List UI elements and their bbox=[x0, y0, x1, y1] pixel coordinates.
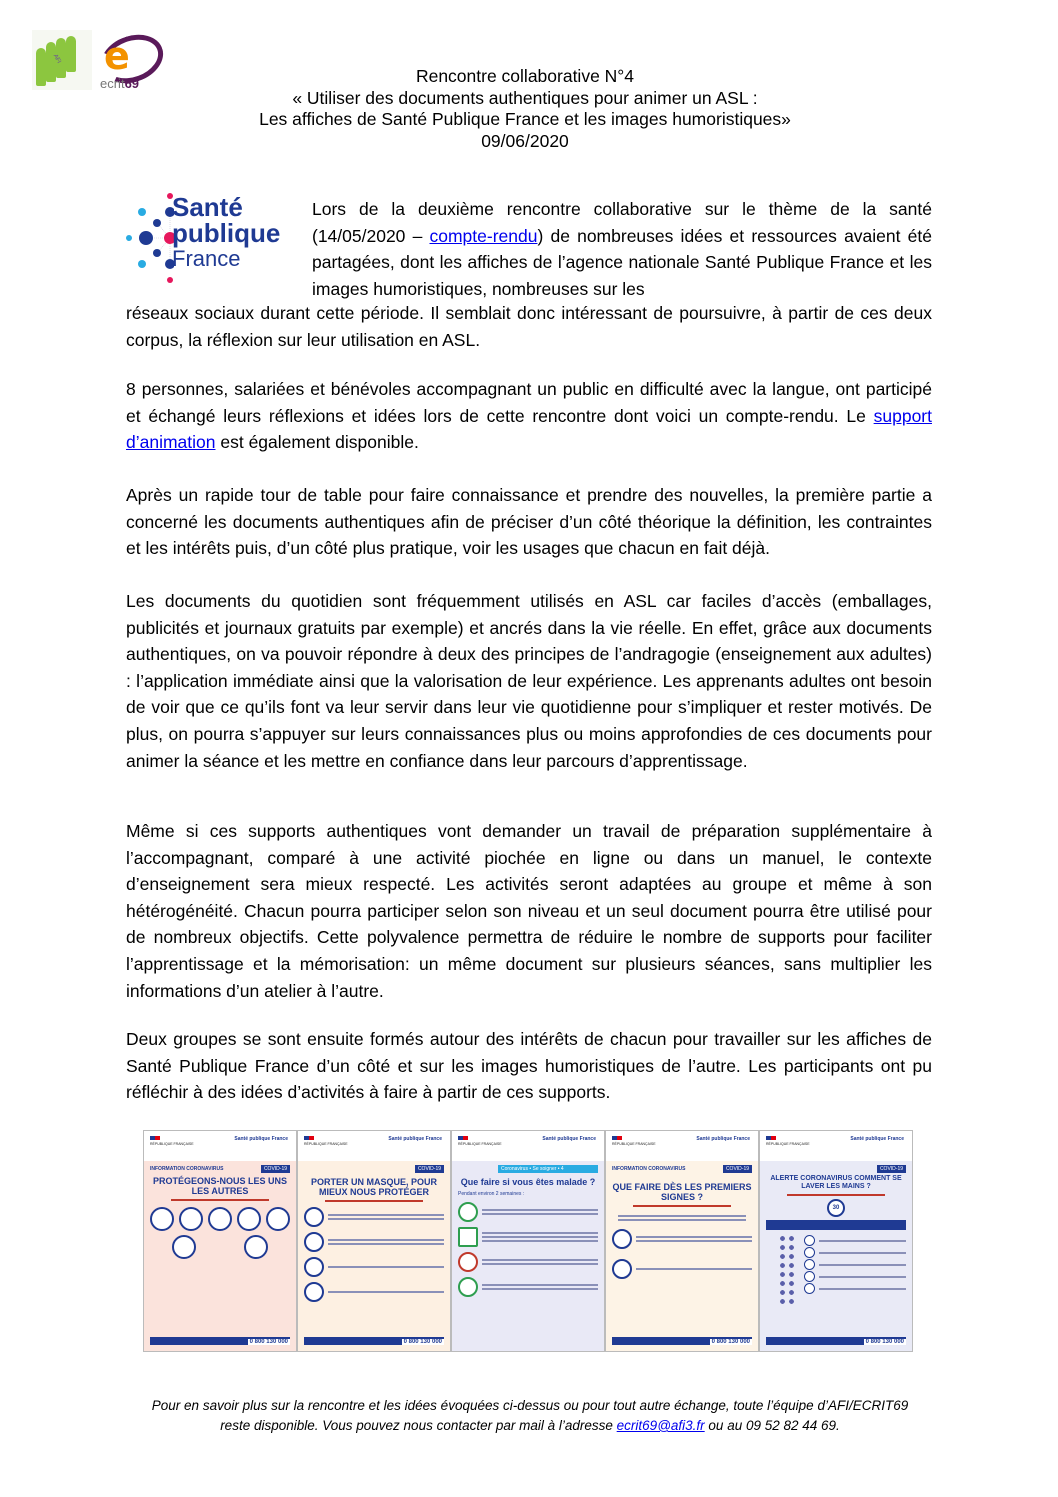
poster-title: Que faire si vous êtes malade ? bbox=[460, 1177, 596, 1187]
poster-protegeons-nous bbox=[143, 1130, 297, 1352]
ecrit69-logo: e ecrit69 bbox=[98, 30, 156, 90]
spf-network-icon bbox=[124, 190, 174, 290]
stay-home-icon bbox=[458, 1202, 478, 1222]
wash-hands-icon bbox=[458, 1277, 478, 1297]
timer-30-badge: 30 bbox=[827, 1199, 845, 1217]
poster-premiers-signes bbox=[605, 1130, 759, 1352]
sante-publique-france-logo bbox=[124, 190, 300, 290]
participants-paragraph bbox=[126, 376, 932, 456]
email-link[interactable]: ecrit69@afi3.fr bbox=[616, 1418, 705, 1433]
poster-title: ALERTE CORONAVIRUS COMMENT SE LAVER LES MAINS ? bbox=[770, 1175, 902, 1190]
footer-line-2 bbox=[110, 1416, 950, 1436]
no-sharing-icon bbox=[458, 1252, 478, 1272]
rf-label: RÉPUBLIQUE FRANÇAISE bbox=[766, 1142, 810, 1146]
spf-label: Santé publique France bbox=[696, 1136, 750, 1142]
first-part-paragraph: Après un rapide tour de table pour faire connaissance et prendre des nouvelles, la première partie a concerné les documents authentiques afin de préciser d’un côté théorique la définition, les contraintes et les intérêts puis, d’un côté plus pratique, voir les usages que chacun en fait déjà. bbox=[126, 485, 932, 559]
footer-line-1: Pour en savoir plus sur la rencontre et les idées évoquées ci-dessus ou pour tout autre échange, toute l’équipe d’AFI/ECRIT69 bbox=[151, 1398, 909, 1413]
participants-text: 8 personnes, salariées et bénévoles accompagnant un public en difficulté avec la langue, ont participé et échangé leurs réflexions et idées lors de cette rencontre dont voici un compte-rendu. Le bbox=[126, 379, 932, 426]
preparation-paragraph: Même si ces supports authentiques vont demander un travail de préparation supplémentaire à l’accompagnant, comparé à une activité piochée en ligne ou dans un manuel, le contexte d’enseignement sera mieux respecté. Les activités seront adaptées au groupe et même à son hétérogénéité. Chacun pourra participer selon son niveau et un seul document pourra être utilisé pour de nombreux objectifs. Cette polyvalence permettra de réduire le nombre de supports pour faciliter l’apprentissage et la mémorisation: un même document sur plusieurs séances, sans multiplier les informations d’un atelier à l’autre. bbox=[126, 821, 932, 1001]
distance-icon bbox=[266, 1207, 290, 1231]
groups-paragraph: Deux groupes se sont ensuite formés autour des intérêts de chacun pour travailler sur les affiches de Santé Publique France d’un côté et sur les images humoristiques de l’autre. Les participants ont pu réfléchir à des idées d’activités à faire à partir de ces supports. bbox=[126, 1029, 932, 1103]
intro-text: Lors de la deuxième rencontre collaborative sur le thème de la santé (14/05/2020 – bbox=[312, 199, 932, 246]
footer-text: reste disponible. Vous pouvez nous contacter par mail à l’adresse bbox=[220, 1418, 617, 1433]
compte-rendu-link[interactable]: compte-rendu bbox=[429, 225, 538, 246]
water-drops-decoration bbox=[778, 1234, 796, 1304]
poster-title: PROTÉGEONS-NOUS LES UNS LES AUTRES bbox=[152, 1176, 287, 1196]
rf-label: RÉPUBLIQUE FRANÇAISE bbox=[150, 1142, 194, 1146]
poster-phone: 0 800 130 000 bbox=[403, 1339, 442, 1345]
poster-info: INFORMATION CORONAVIRUS bbox=[612, 1166, 686, 1172]
handwash-icon bbox=[150, 1207, 174, 1231]
poster-tag: COVID-19 bbox=[261, 1165, 290, 1173]
isolate-icon bbox=[458, 1227, 478, 1247]
spf-logo-line1: Santé bbox=[172, 192, 243, 222]
rf-label: RÉPUBLIQUE FRANÇAISE bbox=[612, 1142, 656, 1146]
poster-phone: 0 800 130 000 bbox=[865, 1339, 904, 1345]
intro-paragraph-rest: réseaux sociaux durant cette période. Il semblait donc intéressant de poursuivre, à partir de ces deux corpus, la réflexion sur leur utilisation en ASL. bbox=[126, 303, 932, 350]
title-date: 09/06/2020 bbox=[481, 130, 569, 151]
house-icon bbox=[612, 1259, 632, 1279]
daily-documents-paragraph: Les documents du quotidien sont fréquemment utilisés en ASL car faciles d’accès (emballages, publicités et journaux gratuits par exemple) et ancrés dans la vie réelle. En effet, grâce aux documents authentiques, on va pouvoir répondre à deux des principes de l’andragogie (enseignement aux adultes) : l’application immédiate ainsi que la valorisation de leur expérience. Les apprenants adultes ont besoin de voir que ce qu’ils font va leur servir dans leur vie quotidienne pour s’impliquer et rester motivés. De plus, on pourra s’appuyer sur leurs connaissances plus ou moins approfondies de ces documents pour animer la séance et les mettre en confiance dans leur parcours d’apprentissage. bbox=[126, 591, 932, 771]
title-line-3: Les affiches de Santé Publique France et les images humoristiques» bbox=[259, 109, 791, 129]
participants-text-end: est également disponible. bbox=[215, 432, 419, 453]
document-title bbox=[0, 66, 1058, 152]
tissue-icon bbox=[208, 1207, 232, 1231]
handwash-icon bbox=[304, 1207, 324, 1227]
title-line-2: « Utiliser des documents authentiques pour animer un ASL : bbox=[292, 87, 758, 108]
poster-info: Coronavirus • Se soigner • 4 bbox=[498, 1165, 598, 1173]
rf-label: RÉPUBLIQUE FRANÇAISE bbox=[304, 1142, 348, 1146]
poster-tag: COVID-19 bbox=[415, 1165, 444, 1173]
no-touch-face-icon bbox=[237, 1207, 261, 1231]
no-touch-icon bbox=[304, 1282, 324, 1302]
poster-tag: COVID-19 bbox=[877, 1165, 906, 1173]
intro-paragraph bbox=[312, 196, 932, 302]
spf-label: Santé publique France bbox=[234, 1136, 288, 1142]
mask-icon bbox=[244, 1235, 268, 1259]
posters-strip bbox=[143, 1130, 913, 1352]
doctor-icon bbox=[612, 1229, 632, 1249]
poster-laver-mains bbox=[759, 1130, 913, 1352]
cough-icon bbox=[179, 1207, 203, 1231]
intro-text-cont: ) de nombreuses idées et ressources avaient été partagées, dont les affiches de l’agence nationale Santé Publique France et les images humoristiques, nombreuses sur les bbox=[312, 225, 932, 299]
poster-porter-masque bbox=[297, 1130, 451, 1352]
spf-label: Santé publique France bbox=[542, 1136, 596, 1142]
poster-que-faire-malade bbox=[451, 1130, 605, 1352]
poster-title: PORTER UN MASQUE, POUR MIEUX NOUS PROTÉGER bbox=[310, 1177, 437, 1197]
rf-label: RÉPUBLIQUE FRANÇAISE bbox=[458, 1142, 502, 1146]
poster-tag: COVID-19 bbox=[723, 1165, 752, 1173]
support-animation-link[interactable]: support d’animation bbox=[126, 405, 932, 453]
no-handshake-icon bbox=[172, 1235, 196, 1259]
spf-label: Santé publique France bbox=[850, 1136, 904, 1142]
title-line-1: Rencontre collaborative N°4 bbox=[415, 66, 635, 86]
poster-title: QUE FAIRE DÈS LES PREMIERS SIGNES ? bbox=[612, 1182, 752, 1202]
afi-logo-label: AFI bbox=[51, 53, 62, 65]
ecrit69-logo-prefix: ecrit bbox=[100, 76, 125, 91]
footer-contact bbox=[110, 1396, 950, 1436]
cover-nose-icon bbox=[304, 1257, 324, 1277]
poster-phone: 0 800 130 000 bbox=[249, 1339, 288, 1345]
ecrit69-logo-suffix: 69 bbox=[124, 76, 140, 91]
poster-phone: 0 800 130 000 bbox=[711, 1339, 750, 1345]
footer-phone-text: ou au 09 52 82 44 69. bbox=[704, 1418, 840, 1433]
spf-label: Santé publique France bbox=[388, 1136, 442, 1142]
spf-logo-line3: France bbox=[172, 246, 241, 271]
poster-info: INFORMATION CORONAVIRUS bbox=[150, 1166, 224, 1172]
mask-on-icon bbox=[304, 1232, 324, 1252]
spf-logo-line2: publique bbox=[172, 218, 281, 248]
poster-subtitle: Pendant environ 2 semaines : bbox=[458, 1191, 525, 1197]
